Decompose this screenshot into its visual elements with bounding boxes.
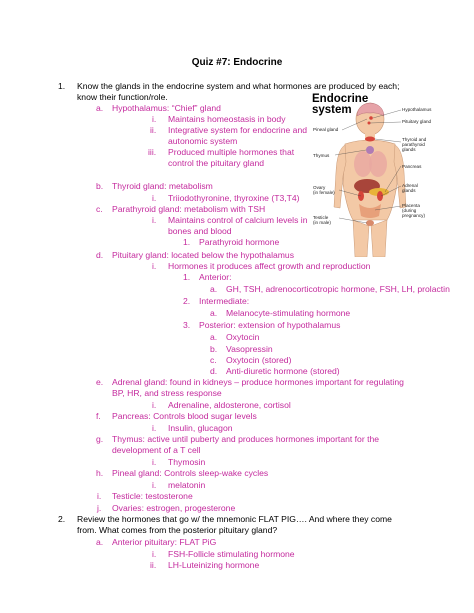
list-marker: i. xyxy=(152,215,157,225)
list-item: BP, HR, and stress response xyxy=(112,388,222,398)
label-hypothalamus: Hypothalamus xyxy=(402,107,432,112)
list-marker: i. xyxy=(152,193,157,203)
list-item: Thyroid gland: metabolism xyxy=(112,181,213,191)
label-pineal: Pineal gland xyxy=(313,127,339,132)
list-marker: c. xyxy=(210,355,217,365)
list-item: Ovaries: estrogen, progesterone xyxy=(112,503,236,513)
list-item: Pituitary gland: located below the hypothalamus xyxy=(112,250,295,260)
list-marker: i. xyxy=(152,400,157,410)
label-thyroid: Thyroid and xyxy=(402,137,427,142)
figure-title-line: Endocrine xyxy=(312,93,369,105)
list-item: development of a T cell xyxy=(112,445,201,455)
list-item: Thymosin xyxy=(168,457,206,467)
label-pituitary: Pituitary gland xyxy=(402,119,432,124)
label-thyroid: glands xyxy=(402,147,416,152)
list-marker: i. xyxy=(97,491,102,501)
list-marker: i. xyxy=(152,261,157,271)
label-adrenal: Adrenal xyxy=(402,183,418,188)
list-item: Integrative system for endocrine and xyxy=(168,125,308,135)
label-ovary: Ovary xyxy=(313,185,326,190)
list-item: Parathyroid gland: metabolism with TSH xyxy=(112,204,266,214)
list-marker: a. xyxy=(96,103,104,113)
list-item: melatonin xyxy=(168,480,206,490)
list-marker: 1. xyxy=(183,237,191,247)
list-marker: iii. xyxy=(148,147,157,157)
list-item: Adrenal gland: found in kidneys – produce hormones important for regulating xyxy=(112,377,404,387)
label-ovary-note: (in female) xyxy=(313,190,335,195)
endocrine-body-illustration xyxy=(305,92,445,257)
list-marker: a. xyxy=(210,284,218,294)
label-adrenal: glands xyxy=(402,188,416,193)
list-item: Oxytocin (stored) xyxy=(226,355,292,365)
question-text: know their function/role. xyxy=(77,92,168,102)
figure-title xyxy=(312,94,368,116)
list-item: Melanocyte-stimulating hormone xyxy=(226,308,351,318)
list-marker: 3. xyxy=(183,320,191,330)
list-item: Insulin, glucagon xyxy=(168,423,233,433)
label-placenta-note: pregnancy) xyxy=(402,213,425,218)
list-item: Anterior: xyxy=(199,272,232,282)
list-marker: i. xyxy=(152,423,157,433)
list-marker: i. xyxy=(152,549,157,559)
question-number: 1. xyxy=(58,81,66,91)
list-item: Testicle: testosterone xyxy=(112,491,193,501)
list-item: LH-Luteinizing hormone xyxy=(168,560,260,570)
list-marker: d. xyxy=(96,250,104,260)
label-placenta-note: (during xyxy=(402,208,417,213)
list-item: Hypothalamus: “Chief” gland xyxy=(112,103,221,113)
list-item: Vasopressin xyxy=(226,344,273,354)
list-marker: f. xyxy=(96,411,101,421)
label-placenta: Placenta xyxy=(402,203,420,208)
list-item: Triiodothyronine, thyroxine (T3,T4) xyxy=(168,193,300,203)
list-item: Pineal gland: Controls sleep-wake cycles xyxy=(112,468,269,478)
list-item: Maintains homeostasis in body xyxy=(168,114,286,124)
list-marker: i. xyxy=(152,114,157,124)
list-item: Maintains control of calcium levels in xyxy=(168,215,308,225)
list-item: Produced multiple hormones that xyxy=(168,147,295,157)
list-item: autonomic system xyxy=(168,136,238,146)
list-item: Intermediate: xyxy=(199,296,250,306)
label-testicle-note: (in male) xyxy=(313,220,331,225)
list-item: Pancreas: Controls blood sugar levels xyxy=(112,411,257,421)
question-text: Know the glands in the endocrine system and what hormones are produced by each; xyxy=(77,81,400,91)
question-number: 2. xyxy=(58,514,66,524)
label-thymus: Thymus xyxy=(313,153,330,158)
endocrine-system-figure xyxy=(305,92,445,257)
label-pancreas: Pancreas xyxy=(402,164,422,169)
list-marker: a. xyxy=(210,332,218,342)
list-marker: ii. xyxy=(150,560,157,570)
list-item: bones and blood xyxy=(168,226,232,236)
list-item: Hormones it produces affect growth and reproduction xyxy=(168,261,371,271)
list-marker: b. xyxy=(210,344,218,354)
list-marker: ii. xyxy=(150,125,157,135)
list-item: FSH-Follicle stimulating hormone xyxy=(168,549,295,559)
figure-title-line: system xyxy=(312,104,352,116)
list-marker: j. xyxy=(97,503,102,513)
list-marker: a. xyxy=(210,308,218,318)
question-text: from. What comes from the posterior pituitary gland? xyxy=(77,525,278,535)
list-marker: e. xyxy=(96,377,104,387)
list-item: Anti-diuretic hormone (stored) xyxy=(226,366,340,376)
list-marker: a. xyxy=(96,537,104,547)
list-item: Oxytocin xyxy=(226,332,260,342)
page-title: Quiz #7: Endocrine xyxy=(191,57,283,68)
list-item: Parathyroid hormone xyxy=(199,237,280,247)
label-testicle: Testicle xyxy=(313,215,329,220)
list-marker: i. xyxy=(152,457,157,467)
list-marker: b. xyxy=(96,181,104,191)
list-item: GH, TSH, adrenocorticotropic hormone, FSH, LH, prolactin xyxy=(226,284,450,294)
list-marker: d. xyxy=(210,366,218,376)
list-item: Thymus: active until puberty and produces hormones important for the xyxy=(112,434,380,444)
list-marker: 1. xyxy=(183,272,191,282)
label-thyroid: parathyroid xyxy=(402,142,425,147)
list-item: Adrenaline, aldosterone, cortisol xyxy=(168,400,291,410)
list-item: control the pituitary gland xyxy=(168,158,265,168)
list-marker: 2. xyxy=(183,296,191,306)
list-marker: c. xyxy=(96,204,103,214)
list-item: Anterior pituitary: FLAT PiG xyxy=(112,537,217,547)
list-marker: i. xyxy=(152,480,157,490)
list-marker: h. xyxy=(96,468,104,478)
list-marker: g. xyxy=(96,434,104,444)
list-item: Posterior: extension of hypothalamus xyxy=(199,320,341,330)
question-text: Review the hormones that go w/ the mnemonic FLAT PIG…. And where they come xyxy=(77,514,392,524)
